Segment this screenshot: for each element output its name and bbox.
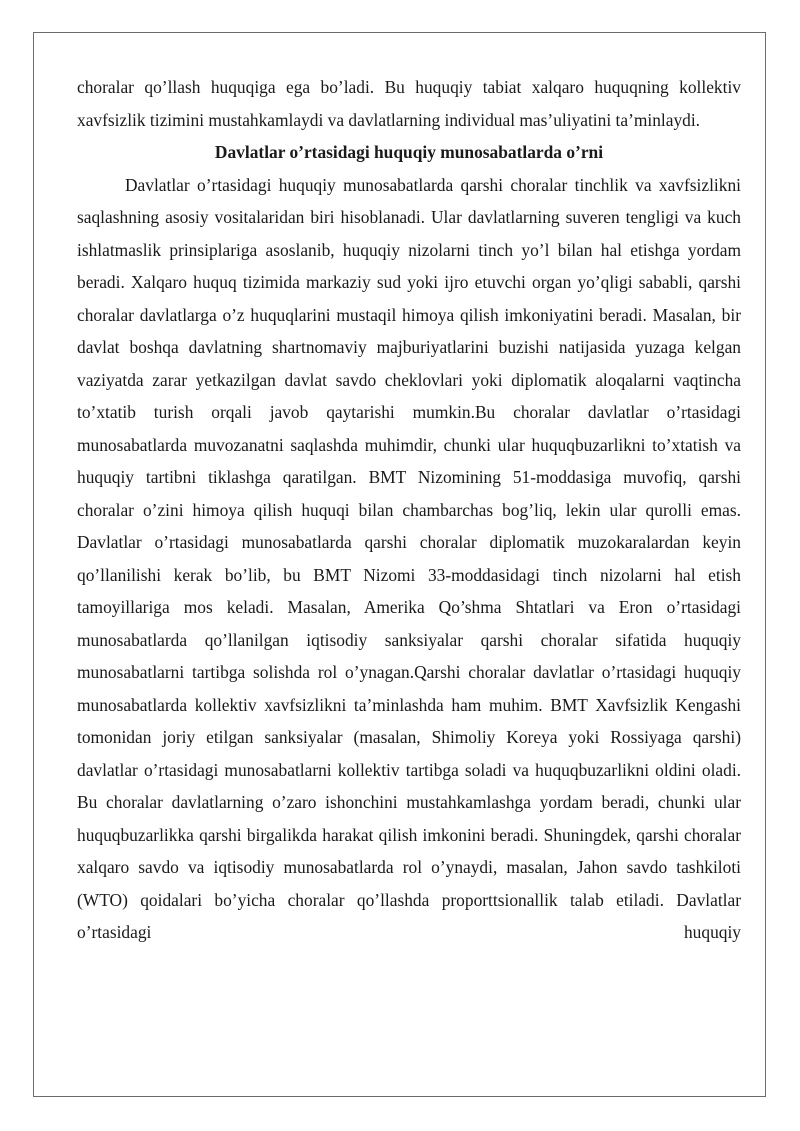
paragraph-main: Davlatlar o’rtasidagi huquqiy munosabatlarda qarshi choralar tinchlik va xavfsizlikni saqlashning asosiy vositalaridan biri hisoblanadi. Ular davlatlarning suveren tengligi va kuch ishlatmaslik prinsiplariga asoslanib, huquqiy nizolarni tinch yo’l bilan hal etishga yordam beradi. Xalqaro huquq tizimida markaziy sud yoki ijro etuvchi organ yo’qligi sababli, qarshi choralar davlatlarga o’z huquqlarini mustaqil himoya qilish imkoniyatini beradi. Masalan, bir davlat boshqa davlatning shartnomaviy majburiyatlarini buzishi natijasida yuzaga kelgan vaziyatda zarar yetkazilgan davlat savdo cheklovlari yoki diplomatik aloqalarni vaqtincha to’xtatib turish orqali javob qaytarishi mumkin.Bu choralar davlatlar o’rtasidagi munosabatlarda muvozanatni saqlashda muhimdir, chunki ular huquqbuzarlikni to’xtatish va huquqiy tartibni tiklashga qaratilgan. BMT Nizomining 51-moddasiga muvofiq, qarshi choralar o’zini himoya qilish huquqi bilan chambarchas bog’liq, lekin ular qurolli emas. Davlatlar o’rtasidagi munosabatlarda qarshi choralar diplomatik muzokaralardan keyin qo’llanilishi kerak bo’lib, bu BMT Nizomi 33-moddasidagi tinch nizolarni hal etish tamoyillariga mos keladi. Masalan, Amerika Qo’shma Shtatlari va Eron o’rtasidagi munosabatlarda qo’llanilgan iqtisodiy sanksiyalar qarshi choralar sifatida huquqiy munosabatlarni tartibga solishda rol o’ynagan.Qarshi choralar davlatlar o’rtasidagi huquqiy munosabatlarda kollektiv xavfsizlikni ta’minlashda ham muhim. BMT Xavfsizlik Kengashi tomonidan joriy etilgan sanksiyalar (masalan, Shimoliy Koreya yoki Rossiyaga qarshi) davlatlar o’rtasidagi munosabatlarni kollektiv tartibga soladi va huquqbuzarlikni oldini oladi. Bu choralar davlatlarning o’zaro ishonchini mustahkamlashga yordam beradi, chunki ular huquqbuzarlikka qarshi birgalikda harakat qilish imkonini beradi. Shuningdek, qarshi choralar xalqaro savdo va iqtisodiy munosabatlarda rol o’ynaydi, masalan, Jahon savdo tashkiloti (WTO) qoidalari bo’yicha choralar qo’llashda proporttsionallik talab etiladi. Davlatlar o’rtasidagi huquqiy xyxy=(77,174,741,942)
paragraph-continued: choralar qo’llash huquqiga ega bo’ladi. Bu huquqiy tabiat xalqaro huquqning kollektiv xavfsizlik tizimini mustahkamlaydi va davlatlarning individual mas’uliyatini ta’minlaydi. xyxy=(77,77,741,130)
page-content xyxy=(77,71,741,949)
section-heading: Davlatlar o’rtasidagi huquqiy munosabatlarda o’rni xyxy=(214,142,604,162)
